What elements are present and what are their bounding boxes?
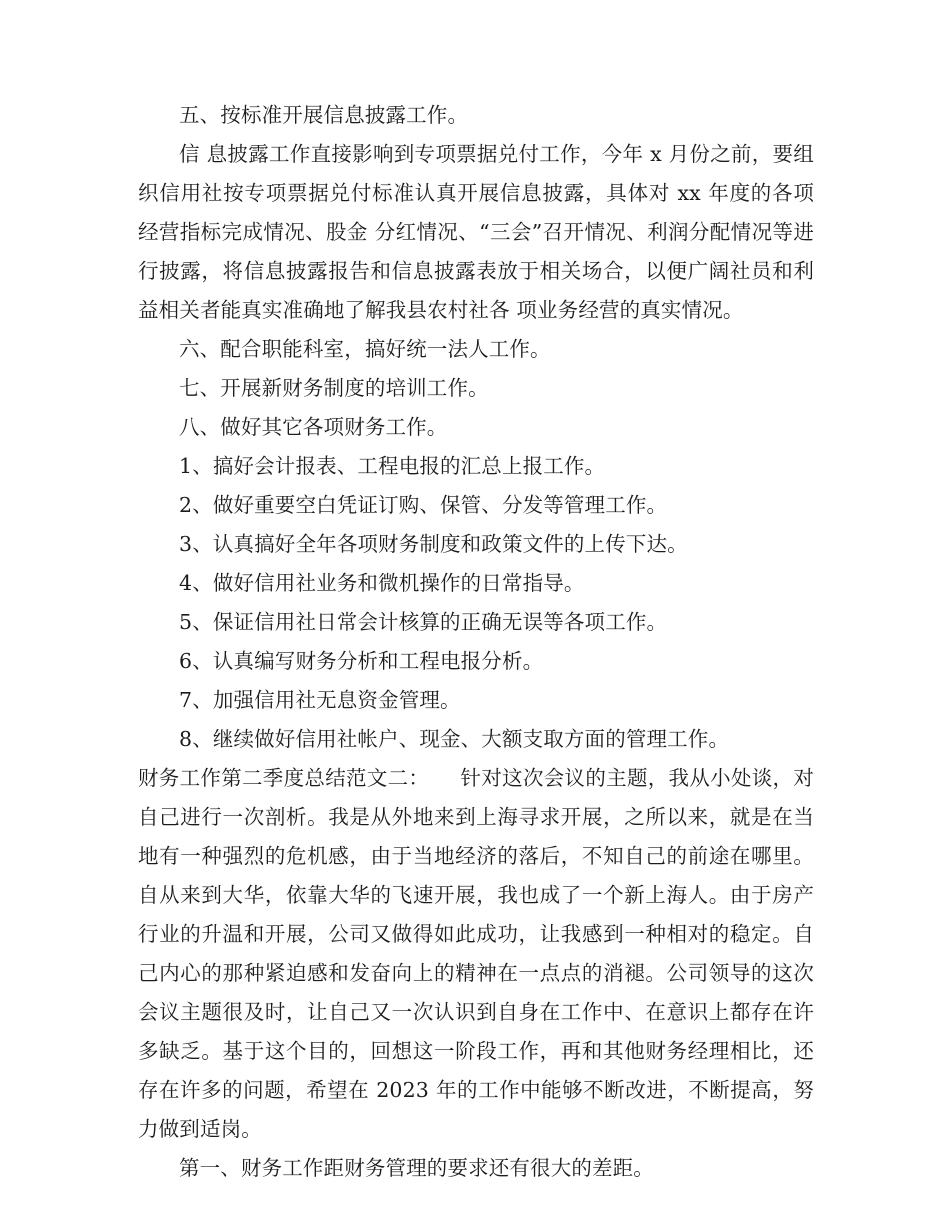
list-item-8: 8、继续做好信用社帐户、现金、大额支取方面的管理工作。 bbox=[179, 727, 730, 751]
heading-section-seven: 七、开展新财务制度的培训工作。 bbox=[179, 376, 489, 400]
list-item-2: 2、做好重要空白凭证订购、保管、分发等管理工作。 bbox=[179, 493, 668, 517]
list-item-5: 5、保证信用社日常会计核算的正确无误等各项工作。 bbox=[179, 610, 668, 634]
document-body bbox=[138, 96, 814, 1188]
list-item-7: 7、加强信用社无息资金管理。 bbox=[179, 688, 461, 712]
paragraph-information-disclosure: 信 息披露工作直接影响到专项票据兑付工作，今年 x 月份之前，要组织信用社按专项票据兑付标准认真开展信息披露，具体对 xx 年度的各项经营指标完成情况、股金 分红情况、“三会”召开情况、利润分配情况等进行披露，将信息披露报告和信息披露表放于相关场合，以便广阔社员和利益相关者能真实准确地了解我县农村社各 项业务经营的真实情况。 bbox=[138, 142, 814, 322]
list-item-1: 1、搞好会计报表、工程电报的汇总上报工作。 bbox=[179, 454, 606, 478]
list-item-3: 3、认真搞好全年各项财务制度和政策文件的上传下达。 bbox=[179, 532, 688, 556]
list-item-6: 6、认真编写财务分析和工程电报分析。 bbox=[179, 649, 544, 673]
list-item-4: 4、做好信用社业务和微机操作的日常指导。 bbox=[179, 571, 585, 595]
heading-first-point: 第一、财务工作距财务管理的要求还有很大的差距。 bbox=[179, 1156, 654, 1180]
heading-section-six: 六、配合职能科室，搞好统一法人工作。 bbox=[179, 337, 551, 361]
heading-section-eight: 八、做好其它各项财务工作。 bbox=[179, 415, 448, 439]
paragraph-sample-two: 财务工作第二季度总结范文二： 针对这次会议的主题，我从小处谈，对自己进行一次剖析。我是从外地来到上海寻求开展，之所以来，就是在当地有一种强烈的危机感，由于当地经济的落后，不知自己的前途在哪里。自从来到大华，依靠大华的飞速开展，我也成了一个新上海人。由于房产行业的升温和开展，公司又做得如此成功，让我感到一种相对的稳定。自己内心的那种紧迫感和发奋向上的精神在一点点的消褪。公司领导的这次会议主题很及时，让自己又一次认识到自身在工作中、在意识上都存在许多缺乏。基于这个目的，回想这一阶段工作，再和其他财务经理相比，还存在许多的问题，希望在 2023 年的工作中能够不断改进，不断提高，努力做到适岗。 bbox=[138, 766, 814, 1141]
heading-section-five: 五、按标准开展信息披露工作。 bbox=[179, 103, 469, 127]
